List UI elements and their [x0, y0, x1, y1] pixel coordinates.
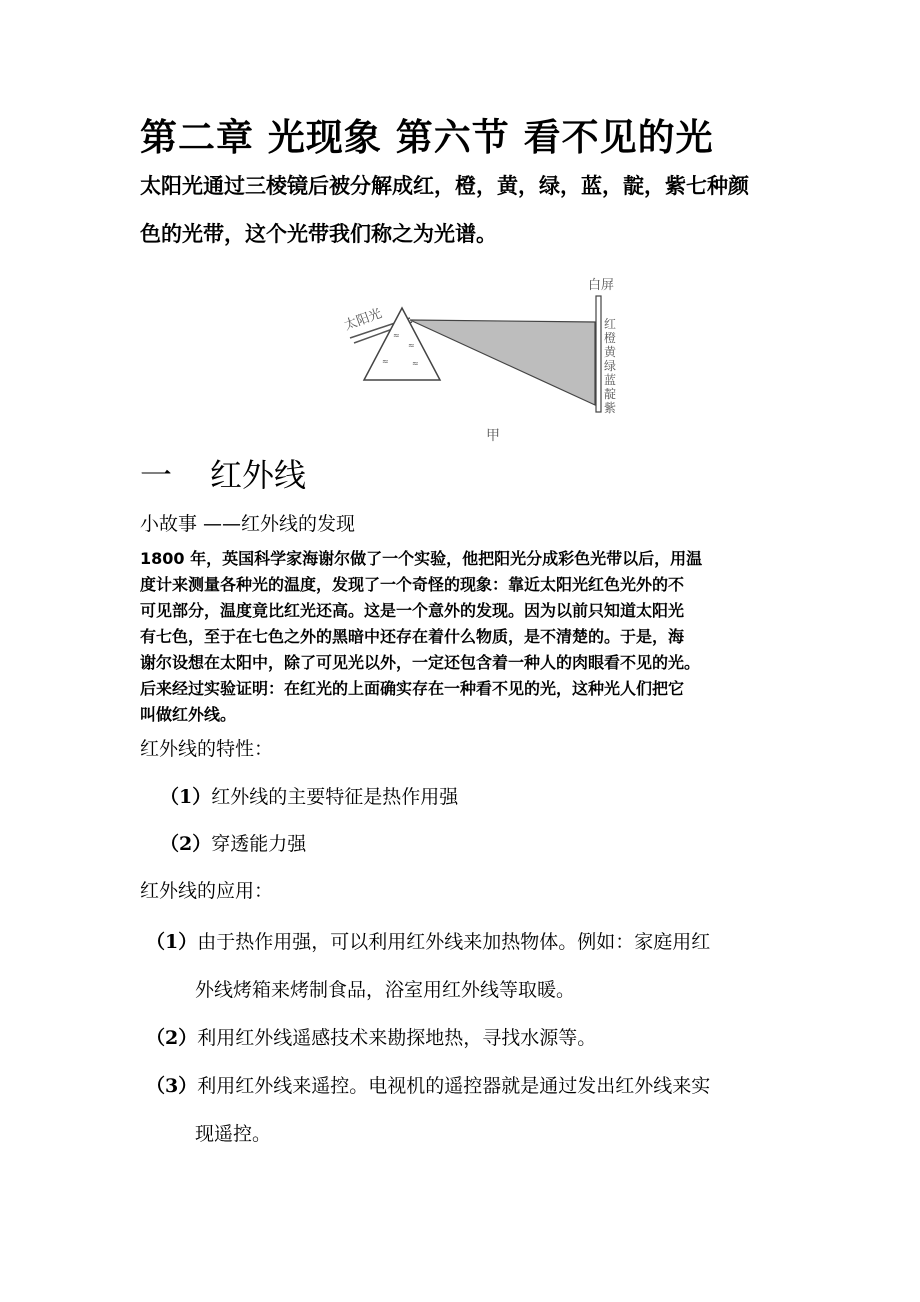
story-line: 谢尔设想在太阳中，除了可见光以外，一定还包含着一种人的肉眼看不见的光。	[140, 653, 701, 672]
svg-text:≈: ≈	[382, 357, 389, 366]
property-item	[160, 783, 458, 811]
properties-heading: 红外线的特性：	[140, 738, 274, 760]
application-continuation: 外线烤箱来烤制食品，浴室用红外线等取暖。	[195, 979, 576, 1001]
story-line: 可见部分，温度竟比红光还高。这是一个意外的发现。因为以前只知道太阳光	[140, 601, 685, 620]
story-line: 叫做红外线。	[140, 705, 237, 724]
application-continuation: 现遥控。	[195, 1123, 272, 1145]
property-text: 穿透能力强	[211, 833, 307, 855]
story-line: 后来经过实验证明：在红光的上面确实存在一种看不见的光，这种光人们把它	[140, 679, 685, 698]
property-mark: （1）	[160, 786, 212, 808]
application-text: 利用红外线来遥控。电视机的遥控器就是通过发出红外线来实	[197, 1075, 711, 1097]
application-item	[146, 928, 710, 956]
property-item	[160, 830, 306, 858]
prism-spectrum-figure	[340, 272, 630, 447]
white-screen	[596, 296, 601, 412]
intro-line-2: 色的光带，这个光带我们称之为光谱。	[140, 222, 497, 246]
story-line: 1800 年，英国科学家海谢尔做了一个实验，他把阳光分成彩色光带以后，用温	[140, 549, 703, 568]
property-text: 红外线的主要特征是热作用强	[211, 786, 459, 808]
spectrum-label: 绿	[604, 359, 617, 373]
spectrum-labels	[604, 317, 617, 415]
spectrum-label: 橙	[604, 331, 617, 345]
section-heading	[140, 452, 306, 498]
application-item	[146, 1072, 710, 1100]
section-title: 红外线	[210, 456, 307, 494]
application-mark: （1）	[146, 931, 198, 953]
spectrum-label: 蓝	[604, 373, 617, 387]
application-text: 利用红外线遥感技术来勘探地热，寻找水源等。	[197, 1027, 597, 1049]
spectrum-label: 黄	[604, 345, 617, 359]
svg-text:≈: ≈	[393, 331, 400, 340]
svg-text:≈: ≈	[412, 359, 419, 368]
spectrum-label: 紫	[604, 401, 617, 415]
intro-line-1: 太阳光通过三棱镜后被分解成红，橙，黄，绿，蓝，靛，紫七种颜	[140, 174, 749, 198]
story-paragraph	[140, 546, 785, 728]
figure-caption: 甲	[486, 428, 500, 444]
application-item	[146, 1024, 596, 1052]
spectrum-label: 红	[604, 317, 617, 331]
story-title: 小故事 ——红外线的发现	[140, 513, 356, 535]
svg-text:≈: ≈	[408, 341, 415, 350]
story-line: 有七色，至于在七色之外的黑暗中还存在着什么物质，是不清楚的。于是，海	[140, 627, 685, 646]
screen-label: 白屏	[588, 278, 615, 293]
page-title: 第二章 光现象 第六节 看不见的光	[140, 115, 714, 159]
application-mark: （2）	[146, 1027, 198, 1049]
sunlight-label: 太阳光	[342, 306, 385, 334]
applications-heading: 红外线的应用：	[140, 880, 274, 902]
property-mark: （2）	[160, 833, 212, 855]
section-number: 一	[140, 456, 173, 494]
application-text: 由于热作用强，可以利用红外线来加热物体。例如：家庭用红	[197, 931, 711, 953]
spectrum-label: 靛	[604, 387, 617, 401]
application-mark: （3）	[146, 1075, 198, 1097]
story-line: 度计来测量各种光的温度，发现了一个奇怪的现象：靠近太阳光红色光外的不	[140, 575, 685, 594]
spectrum-fan	[410, 320, 595, 405]
